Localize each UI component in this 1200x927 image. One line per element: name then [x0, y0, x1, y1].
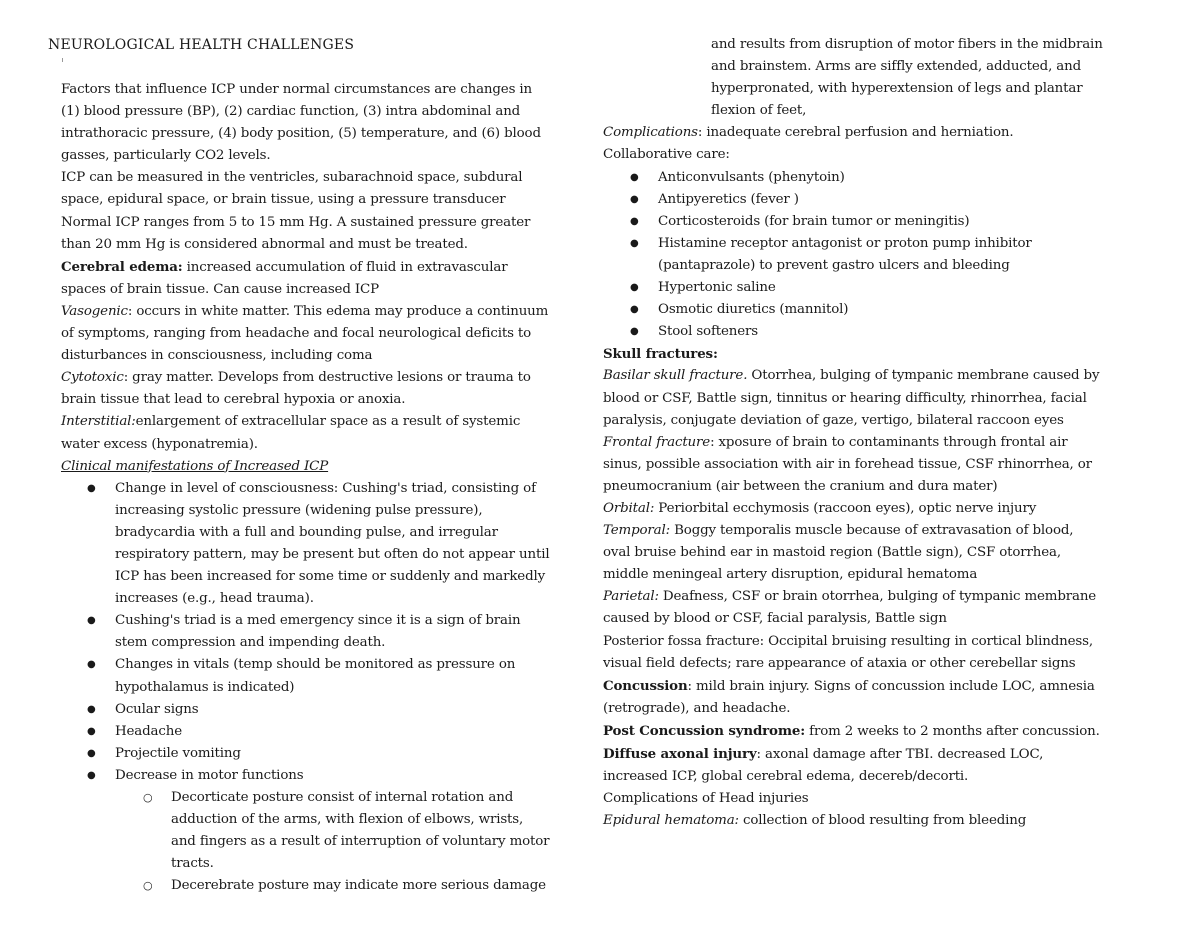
list-item: ○ Decerebrate posture may indicate more serious damage	[61, 875, 551, 897]
vasogenic-label: Vasogenic	[61, 303, 128, 319]
skull-fractures-heading: Skull fractures:	[603, 346, 718, 363]
parietal-text: Deafness, CSF or brain otorrhea, bulging of tympanic membrane caused by blood or CSF, facial paralysis, Battle sign	[603, 589, 1097, 627]
basilar-paragraph	[603, 365, 1103, 431]
head-injury-complications-heading: Complications of Head injuries	[603, 791, 809, 807]
frontal-paragraph	[603, 432, 1103, 498]
basilar-text: Otorrhea, bulging of tympanic membrane caused by blood or CSF, Battle sign, tinnitus or hearing difficulty, rhinorrhea, facial paralysis, conjugate deviation of gaze, vertigo, bilateral raccoon eyes	[603, 368, 1100, 428]
list-item: ● Change in level of consciousness: Cushing's triad, consisting of increasing systolic pressure (widening pulse pressure), bradycardia with a full and bounding pulse, and irregular respiratory pattern, may be present but often do not appear until ICP has been increased for some time or suddenly and markedly increases (e.g., head trauma).	[61, 478, 551, 611]
left-column	[61, 79, 551, 897]
concussion-label: Concussion	[603, 677, 688, 694]
list-item: ● Changes in vitals (temp should be monitored as pressure on hypothalamus is indicated)	[61, 654, 551, 698]
epidural-text: collection of blood resulting from bleeding	[738, 813, 1027, 829]
orbital-label: Orbital:	[603, 500, 655, 516]
cytotoxic-text: : gray matter. Develops from destructive lesions or trauma to brain tissue that lead to cerebral hypoxia or anoxia.	[61, 370, 531, 408]
cerebral-edema-text: increased accumulation of fluid in extravascular spaces of brain tissue. Can cause increased ICP	[61, 259, 508, 297]
document-title: NEUROLOGICAL HEALTH CHALLENGES	[48, 37, 355, 53]
epidural-paragraph	[603, 810, 1103, 832]
cerebral-edema-label: Cerebral edema:	[61, 258, 183, 275]
complications-text: : inadequate cerebral perfusion and herniation.	[697, 125, 1014, 141]
decerebrate-continuation: and results from disruption of motor fibers in the midbrain and brainstem. Arms are siffly extended, adducted, and hyperpronated, with hyperextension of legs and plantar flexion of feet,	[711, 37, 1103, 119]
epidural-label: Epidural hematoma:	[603, 813, 739, 829]
frontal-label: Frontal fracture	[603, 434, 711, 450]
cytotoxic-paragraph	[61, 367, 551, 411]
list-item: ● Headache	[61, 721, 551, 743]
orbital-text: Periorbital ecchymosis (raccoon eyes), optic nerve injury	[654, 500, 1037, 516]
right-column	[603, 34, 1103, 832]
list-item: ● Decrease in motor functions	[61, 765, 551, 787]
list-item: ● Osmotic diuretics (mannitol)	[603, 299, 1103, 321]
cytotoxic-label: Cytotoxic	[61, 370, 124, 386]
temporal-paragraph	[603, 520, 1103, 586]
diffuse-axonal-paragraph	[603, 743, 1103, 788]
collaborative-care-list	[603, 167, 1103, 344]
icp-factors-paragraph: Factors that influence ICP under normal circumstances are changes in (1) blood pressure (BP), (2) cardiac function, (3) intra abdominal and intrathoracic pressure, (4) body position, (5) temperature, and (6) blood gasses, particularly CO2 levels.	[61, 82, 541, 164]
diffuse-axonal-label: Diffuse axonal injury	[603, 746, 757, 762]
list-item: ● Cushing's triad is a med emergency since it is a sign of brain stem compression and impending death.	[61, 610, 551, 654]
interstitial-label: Interstitial:	[61, 414, 136, 430]
temporal-text: Boggy temporalis muscle because of extravasation of blood, oval bruise behind ear in mastoid region (Battle sign), CSF otorrhea, middle meningeal artery disruption, epidural hematoma	[603, 523, 1074, 583]
motor-posture-sublist	[61, 787, 551, 897]
normal-icp-paragraph: Normal ICP ranges from 5 to 15 mm Hg. A sustained pressure greater than 20 mm Hg is considered abnormal and must be treated.	[61, 214, 531, 252]
complications-label: Complications	[603, 125, 698, 141]
list-item: ○ Decorticate posture consist of internal rotation and adduction of the arms, with flexion of elbows, wrists, and fingers as a result of interruption of voluntary motor tracts.	[61, 787, 551, 875]
collaborative-care-heading: Collaborative care:	[603, 147, 730, 163]
parietal-paragraph	[603, 586, 1103, 630]
post-concussion-text: from 2 weeks to 2 months after concussion.	[805, 723, 1100, 739]
list-item: ● Hypertonic saline	[603, 277, 1103, 299]
list-item: ● Stool softeners	[603, 321, 1103, 343]
clinical-manifestations-heading: Clinical manifestations of Increased ICP	[61, 458, 329, 474]
stray-mark	[62, 58, 63, 62]
list-item: ● Antipyeretics (fever )	[603, 189, 1103, 211]
post-concussion-paragraph	[603, 720, 1103, 743]
list-item: ● Anticonvulsants (phenytoin)	[603, 167, 1103, 189]
posterior-fossa-paragraph: Posterior fossa fracture: Occipital bruising resulting in cortical blindness, visual field defects; rare appearance of ataxia or other cerebellar signs	[603, 633, 1093, 671]
cerebral-edema-paragraph	[61, 256, 551, 301]
concussion-text: : mild brain injury. Signs of concussion include LOC, amnesia (retrograde), and headache.	[603, 678, 1095, 716]
interstitial-text: enlargement of extracellular space as a result of systemic water excess (hyponatremia).	[61, 414, 521, 452]
concussion-paragraph	[603, 675, 1103, 720]
interstitial-paragraph	[61, 411, 551, 455]
post-concussion-label: Post Concussion syndrome:	[603, 722, 806, 739]
parietal-label: Parietal:	[603, 589, 659, 605]
list-item: ● Corticosteroids (for brain tumor or meningitis)	[603, 211, 1103, 233]
frontal-text: : xposure of brain to contaminants through frontal air sinus, possible association with air in forehead tissue, CSF rhinorrhea, or pneumocranium (air between the cranium and dura mater)	[603, 434, 1092, 494]
temporal-label: Temporal:	[603, 523, 670, 539]
list-item: ● Ocular signs	[61, 699, 551, 721]
orbital-paragraph	[603, 498, 1103, 520]
diffuse-axonal-text: : axonal damage after TBI. decreased LOC, increased ICP, global cerebral edema, decereb/decorti.	[603, 747, 1044, 785]
list-item: ● Projectile vomiting	[61, 743, 551, 765]
list-item: ● Histamine receptor antagonist or proton pump inhibitor (pantaprazole) to prevent gastro ulcers and bleeding	[603, 233, 1103, 277]
vasogenic-paragraph	[61, 301, 551, 367]
manifestations-list	[61, 478, 551, 787]
complications-paragraph	[603, 122, 1103, 144]
basilar-label: Basilar skull fracture.	[603, 368, 748, 384]
icp-measurement-paragraph: ICP can be measured in the ventricles, subarachnoid space, subdural space, epidural space, or brain tissue, using a pressure transducer	[61, 170, 523, 208]
vasogenic-text: : occurs in white matter. This edema may produce a continuum of symptoms, ranging from headache and focal neurological deficits to disturbances in consciousness, including coma	[61, 303, 549, 364]
